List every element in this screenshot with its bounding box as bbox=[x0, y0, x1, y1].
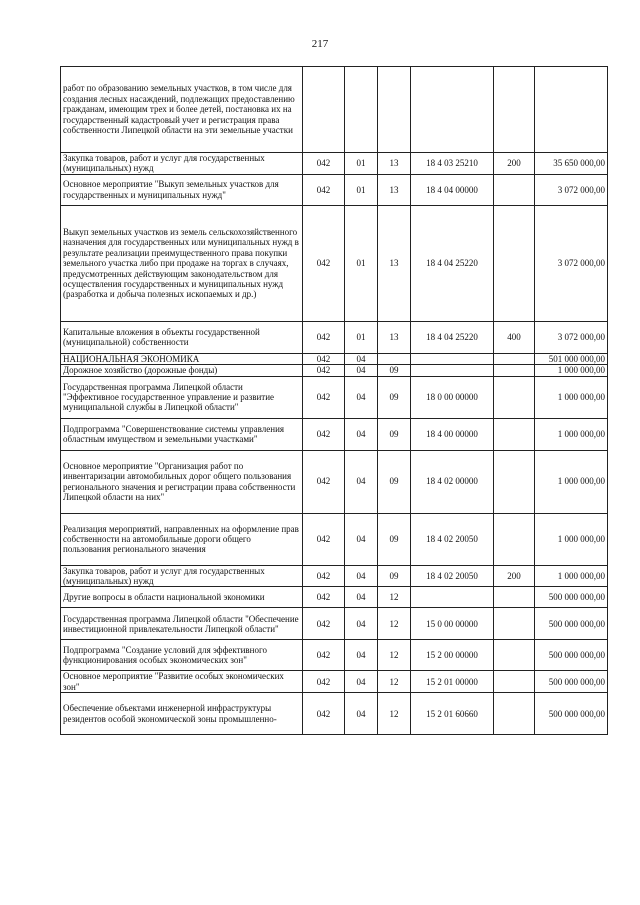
cell-target-article: 18 4 02 00000 bbox=[411, 450, 494, 513]
cell-ved-code: 042 bbox=[303, 353, 345, 364]
cell-expense-type bbox=[494, 376, 535, 418]
cell-target-article bbox=[411, 353, 494, 364]
cell-subsection-code: 12 bbox=[378, 671, 411, 693]
cell-amount: 1 000 000,00 bbox=[535, 513, 608, 565]
cell-subsection-code: 12 bbox=[378, 693, 411, 735]
cell-expense-type: 200 bbox=[494, 565, 535, 587]
cell-subsection-code: 09 bbox=[378, 565, 411, 587]
cell-amount bbox=[535, 67, 608, 153]
cell-section-code: 04 bbox=[345, 587, 378, 608]
cell-subsection-code: 13 bbox=[378, 321, 411, 353]
cell-section-code: 04 bbox=[345, 640, 378, 671]
cell-section-code: 04 bbox=[345, 608, 378, 640]
cell-amount: 500 000 000,00 bbox=[535, 693, 608, 735]
cell-target-article: 18 4 04 00000 bbox=[411, 174, 494, 205]
cell-name: Государственная программа Липецкой области "Обеспечение инвестиционной привлекательности Липецкой области" bbox=[61, 608, 303, 640]
cell-section-code: 01 bbox=[345, 205, 378, 321]
cell-ved-code: 042 bbox=[303, 153, 345, 175]
cell-subsection-code: 13 bbox=[378, 153, 411, 175]
cell-expense-type: 400 bbox=[494, 321, 535, 353]
cell-target-article: 15 2 01 00000 bbox=[411, 671, 494, 693]
cell-section-code: 04 bbox=[345, 565, 378, 587]
cell-ved-code: 042 bbox=[303, 365, 345, 376]
cell-section-code: 01 bbox=[345, 174, 378, 205]
cell-subsection-code: 13 bbox=[378, 205, 411, 321]
cell-name: Основное мероприятие "Организация работ по инвентаризации автомобильных дорог общего пользования регионального значения и регистрации права собственности Липецкой области на них" bbox=[61, 450, 303, 513]
cell-amount: 500 000 000,00 bbox=[535, 587, 608, 608]
cell-expense-type bbox=[494, 67, 535, 153]
cell-name: работ по образованию земельных участков, в том числе для создания лесных насаждений, подлежащих предоставлению гражданам, имеющим трех и более детей, постановка их на государственный кадастровый учет и регистрация права собственности Липецкой области на эти земельные участки bbox=[61, 67, 303, 153]
cell-ved-code bbox=[303, 67, 345, 153]
table-row bbox=[61, 565, 608, 587]
cell-subsection-code: 09 bbox=[378, 376, 411, 418]
cell-name: Закупка товаров, работ и услуг для государственных (муниципальных) нужд bbox=[61, 565, 303, 587]
page-number: 217 bbox=[311, 38, 329, 50]
cell-ved-code: 042 bbox=[303, 321, 345, 353]
cell-section-code: 04 bbox=[345, 376, 378, 418]
cell-ved-code: 042 bbox=[303, 671, 345, 693]
cell-target-article: 15 2 01 60660 bbox=[411, 693, 494, 735]
cell-expense-type bbox=[494, 353, 535, 364]
cell-target-article bbox=[411, 365, 494, 376]
table-row bbox=[61, 153, 608, 175]
cell-name: Закупка товаров, работ и услуг для государственных (муниципальных) нужд bbox=[61, 153, 303, 175]
cell-name: Реализация мероприятий, направленных на оформление прав собственности на автомобильные дороги общего пользования регионального значения bbox=[61, 513, 303, 565]
table-row bbox=[61, 608, 608, 640]
cell-amount: 3 072 000,00 bbox=[535, 321, 608, 353]
cell-subsection-code bbox=[378, 353, 411, 364]
cell-ved-code: 042 bbox=[303, 587, 345, 608]
cell-target-article: 18 4 04 25220 bbox=[411, 321, 494, 353]
cell-subsection-code: 12 bbox=[378, 608, 411, 640]
cell-section-code: 01 bbox=[345, 321, 378, 353]
cell-name: Выкуп земельных участков из земель сельскохозяйственного назначения для государственных или муниципальных нужд в результате реализации преимущественного права покупки земельного участка либо при продаже на торгах в случаях, предусмотренных действующим законодательством для осуществления государственных и муниципальных нужд (разработка и добыча полезных ископаемых и др.) bbox=[61, 205, 303, 321]
cell-ved-code: 042 bbox=[303, 450, 345, 513]
cell-amount: 500 000 000,00 bbox=[535, 640, 608, 671]
cell-section-code: 01 bbox=[345, 153, 378, 175]
cell-amount: 3 072 000,00 bbox=[535, 174, 608, 205]
cell-name: Государственная программа Липецкой области "Эффективное государственное управление и развитие муниципальной службы в Липецкой области" bbox=[61, 376, 303, 418]
cell-name: НАЦИОНАЛЬНАЯ ЭКОНОМИКА bbox=[61, 353, 303, 364]
cell-ved-code: 042 bbox=[303, 174, 345, 205]
cell-target-article bbox=[411, 67, 494, 153]
cell-expense-type bbox=[494, 640, 535, 671]
table-row bbox=[61, 174, 608, 205]
cell-ved-code: 042 bbox=[303, 640, 345, 671]
cell-section-code: 04 bbox=[345, 693, 378, 735]
cell-name: Подпрограмма "Совершенствование системы управления областным имуществом и земельными участками" bbox=[61, 418, 303, 450]
cell-expense-type bbox=[494, 174, 535, 205]
cell-ved-code: 042 bbox=[303, 513, 345, 565]
cell-target-article: 18 4 00 00000 bbox=[411, 418, 494, 450]
cell-target-article: 15 2 00 00000 bbox=[411, 640, 494, 671]
table-row bbox=[61, 205, 608, 321]
cell-amount: 1 000 000,00 bbox=[535, 376, 608, 418]
cell-amount: 501 000 000,00 bbox=[535, 353, 608, 364]
table-row bbox=[61, 587, 608, 608]
cell-subsection-code: 09 bbox=[378, 513, 411, 565]
cell-name: Капитальные вложения в объекты государственной (муниципальной) собственности bbox=[61, 321, 303, 353]
cell-section-code: 04 bbox=[345, 671, 378, 693]
cell-section-code: 04 bbox=[345, 365, 378, 376]
table-row bbox=[61, 376, 608, 418]
cell-amount: 1 000 000,00 bbox=[535, 565, 608, 587]
cell-ved-code: 042 bbox=[303, 693, 345, 735]
table-row bbox=[61, 321, 608, 353]
cell-expense-type bbox=[494, 671, 535, 693]
cell-name: Основное мероприятие "Выкуп земельных участков для государственных и муниципальных нужд" bbox=[61, 174, 303, 205]
table-row bbox=[61, 418, 608, 450]
cell-ved-code: 042 bbox=[303, 376, 345, 418]
cell-subsection-code: 09 bbox=[378, 450, 411, 513]
cell-target-article bbox=[411, 587, 494, 608]
table-row bbox=[61, 671, 608, 693]
cell-ved-code: 042 bbox=[303, 418, 345, 450]
cell-expense-type: 200 bbox=[494, 153, 535, 175]
budget-table-body bbox=[61, 67, 608, 735]
cell-ved-code: 042 bbox=[303, 205, 345, 321]
table-row bbox=[61, 365, 608, 376]
cell-ved-code: 042 bbox=[303, 608, 345, 640]
table-row bbox=[61, 67, 608, 153]
cell-expense-type bbox=[494, 608, 535, 640]
cell-amount: 3 072 000,00 bbox=[535, 205, 608, 321]
cell-expense-type bbox=[494, 693, 535, 735]
cell-amount: 500 000 000,00 bbox=[535, 671, 608, 693]
budget-table bbox=[60, 66, 608, 735]
table-row bbox=[61, 640, 608, 671]
cell-subsection-code bbox=[378, 67, 411, 153]
cell-expense-type bbox=[494, 418, 535, 450]
cell-section-code: 04 bbox=[345, 353, 378, 364]
cell-amount: 1 000 000,00 bbox=[535, 365, 608, 376]
cell-subsection-code: 09 bbox=[378, 418, 411, 450]
cell-target-article: 18 4 03 25210 bbox=[411, 153, 494, 175]
cell-section-code: 04 bbox=[345, 513, 378, 565]
cell-amount: 1 000 000,00 bbox=[535, 450, 608, 513]
cell-expense-type bbox=[494, 587, 535, 608]
table-row bbox=[61, 450, 608, 513]
cell-amount: 35 650 000,00 bbox=[535, 153, 608, 175]
cell-section-code bbox=[345, 67, 378, 153]
cell-expense-type bbox=[494, 513, 535, 565]
cell-amount: 500 000 000,00 bbox=[535, 608, 608, 640]
cell-name: Основное мероприятие "Развитие особых экономических зон" bbox=[61, 671, 303, 693]
cell-target-article: 18 4 04 25220 bbox=[411, 205, 494, 321]
cell-name: Обеспечение объектами инженерной инфраструктуры резидентов особой экономической зоны промышленно- bbox=[61, 693, 303, 735]
cell-amount: 1 000 000,00 bbox=[535, 418, 608, 450]
cell-section-code: 04 bbox=[345, 418, 378, 450]
cell-expense-type bbox=[494, 365, 535, 376]
cell-target-article: 18 4 02 20050 bbox=[411, 513, 494, 565]
cell-subsection-code: 09 bbox=[378, 365, 411, 376]
cell-expense-type bbox=[494, 205, 535, 321]
table-row bbox=[61, 693, 608, 735]
table-row bbox=[61, 353, 608, 364]
cell-name: Другие вопросы в области национальной экономики bbox=[61, 587, 303, 608]
cell-target-article: 15 0 00 00000 bbox=[411, 608, 494, 640]
cell-target-article: 18 0 00 00000 bbox=[411, 376, 494, 418]
cell-subsection-code: 12 bbox=[378, 640, 411, 671]
cell-name: Дорожное хозяйство (дорожные фонды) bbox=[61, 365, 303, 376]
cell-target-article: 18 4 02 20050 bbox=[411, 565, 494, 587]
cell-expense-type bbox=[494, 450, 535, 513]
table-row bbox=[61, 513, 608, 565]
cell-section-code: 04 bbox=[345, 450, 378, 513]
cell-name: Подпрограмма "Создание условий для эффективного функционирования особых экономических зон" bbox=[61, 640, 303, 671]
cell-subsection-code: 13 bbox=[378, 174, 411, 205]
cell-subsection-code: 12 bbox=[378, 587, 411, 608]
cell-ved-code: 042 bbox=[303, 565, 345, 587]
